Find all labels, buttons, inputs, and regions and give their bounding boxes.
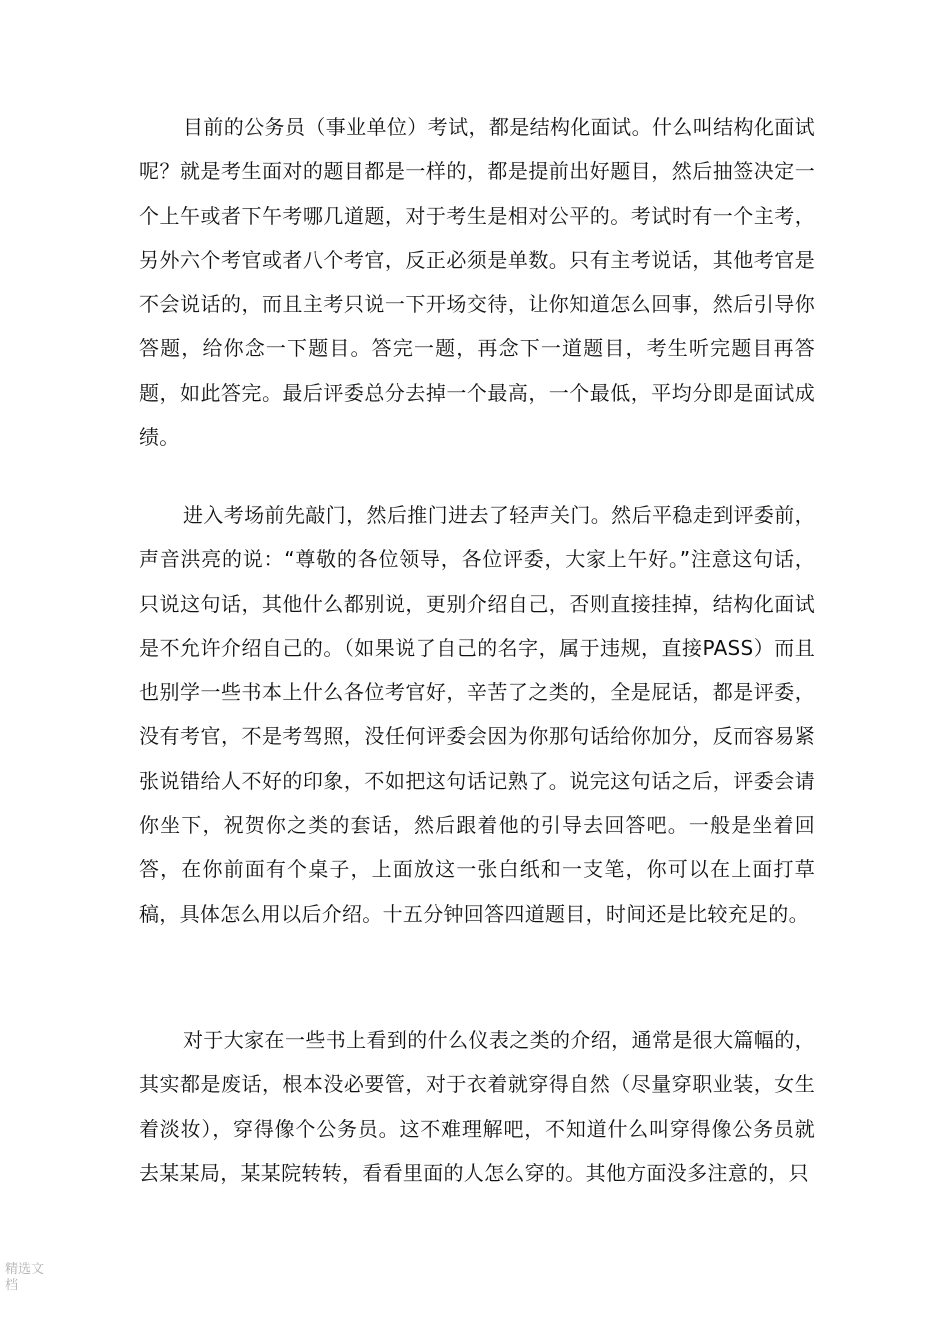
footer-watermark: 精选文档 xyxy=(5,1262,45,1293)
body-paragraph: 对于大家在一些书上看到的什么仪表之类的介绍，通常是很大篇幅的，其实都是废话，根本没必要管，对于衣着就穿得自然（尽量穿职业装，女生着淡妆），穿得像个公务员。这不难理解吧，不知道什么叫穿得像公务员就去某某局，某某院转转，看看里面的人怎么穿的。其他方面没多注意的，只 xyxy=(139,1028,815,1185)
body-paragraph: 进入考场前先敲门，然后推门进去了轻声关门。然后平稳走到评委前，声音洪亮的说：“尊敬的各位领导，各位评委，大家上午好。”注意这句话，只说这句话，其他什么都别说，更别介绍自己，否则直接挂掉，结构化面试是不允许介绍自己的。（如果说了自己的名字，属于违规，直接PASS）而且也别学一些书本上什么各位考官好，辛苦了之类的，全是屁话，都是评委，没有考官，不是考驾照，没任何评委会因为你那句话给你加分，反而容易紧张说错给人不好的印象，不如把这句话记熟了。说完这句话之后，评委会请你坐下，祝贺你之类的套话，然后跟着他的引导去回答吧。一般是坐着回答，在你前面有个桌子，上面放这一张白纸和一支笔，你可以在上面打草稿，具体怎么用以后介绍。十五分钟回答四道题目，时间还是比较充足的。 xyxy=(139,503,815,926)
body-paragraph: 目前的公务员（事业单位）考试，都是结构化面试。什么叫结构化面试呢？就是考生面对的题目都是一样的，都是提前出好题目，然后抽签决定一个上午或者下午考哪几道题，对于考生是相对公平的。考试时有一个主考，另外六个考官或者八个考官，反正必须是单数。只有主考说话，其他考官是不会说话的，而且主考只说一下开场交待，让你知道怎么回事，然后引导你答题，给你念一下题目。答完一题，再念下一道题目，考生听完题目再答题，如此答完。最后评委总分去掉一个最高，一个最低，平均分即是面试成绩。 xyxy=(139,115,815,450)
